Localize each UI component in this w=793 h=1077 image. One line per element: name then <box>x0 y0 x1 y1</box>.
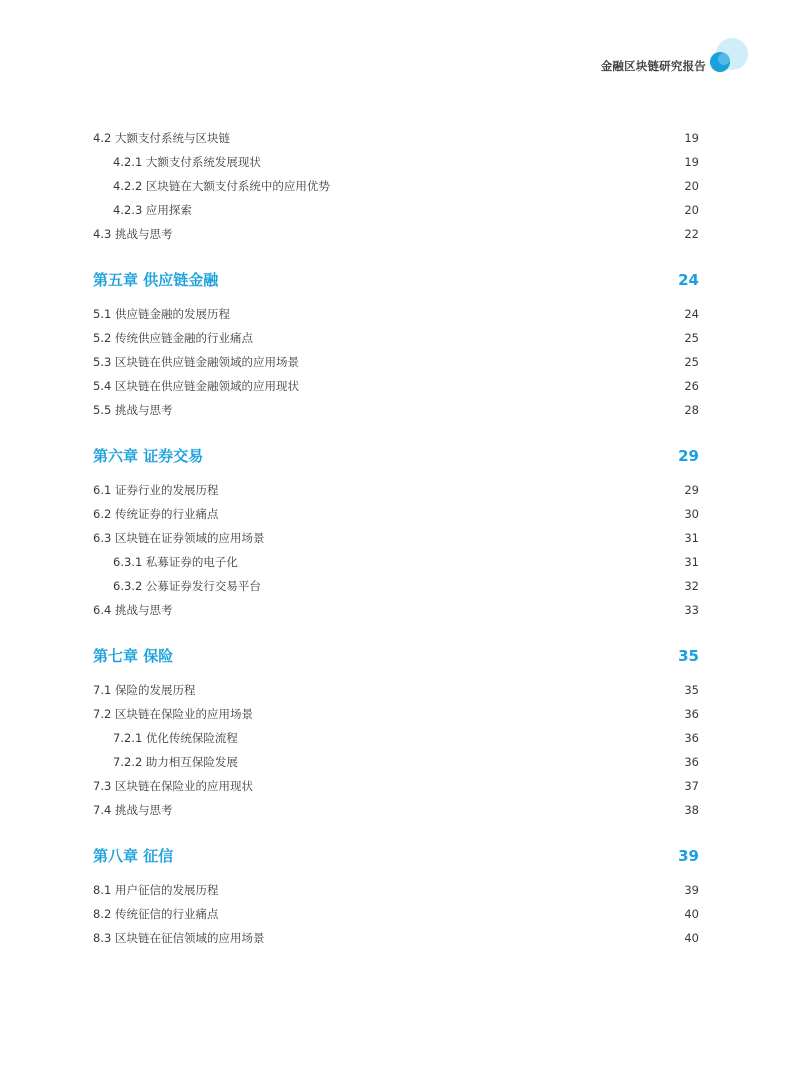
toc-entry[interactable] <box>93 702 699 726</box>
table-of-contents <box>93 126 699 950</box>
toc-entry-label: 5.5 挑战与思考 <box>93 403 173 417</box>
toc-entry-page: 32 <box>684 579 699 593</box>
toc-entry-page: 36 <box>684 731 699 745</box>
toc-entry-label: 6.3.2 公募证券发行交易平台 <box>113 579 261 593</box>
toc-entry[interactable] <box>93 798 699 822</box>
toc-entry-page: 35 <box>684 683 699 697</box>
logo-circles-icon <box>709 37 749 75</box>
toc-entry-page: 36 <box>684 755 699 769</box>
report-title: 金融区块链研究报告 <box>600 59 706 73</box>
toc-entry-page: 26 <box>684 379 699 393</box>
toc-entry[interactable] <box>93 750 699 774</box>
toc-entry-page: 38 <box>684 803 699 817</box>
toc-entry-label: 7.4 挑战与思考 <box>93 803 173 817</box>
toc-entry-label: 6.2 传统证券的行业痛点 <box>93 507 219 521</box>
toc-entry-label: 6.3 区块链在证券领域的应用场景 <box>93 531 265 545</box>
chapter-heading[interactable] <box>93 842 699 870</box>
chapter-title: 第六章 证券交易 <box>93 447 204 465</box>
toc-entry-label: 7.2.1 优化传统保险流程 <box>113 731 238 745</box>
toc-entry[interactable] <box>93 222 699 246</box>
chapter-page: 29 <box>678 447 699 465</box>
toc-entry-label: 7.2.2 助力相互保险发展 <box>113 755 238 769</box>
chapter-title: 第五章 供应链金融 <box>93 271 219 289</box>
toc-entry[interactable] <box>93 174 699 198</box>
toc-entry-page: 19 <box>684 155 699 169</box>
toc-entry-page: 33 <box>684 603 699 617</box>
toc-entry[interactable] <box>93 926 699 950</box>
toc-entry-page: 25 <box>684 331 699 345</box>
toc-entry-page: 36 <box>684 707 699 721</box>
toc-entry[interactable] <box>93 550 699 574</box>
chapter-page: 24 <box>678 271 699 289</box>
toc-entry[interactable] <box>93 374 699 398</box>
toc-entry-page: 19 <box>684 131 699 145</box>
toc-entry[interactable] <box>93 478 699 502</box>
toc-entry-label: 4.3 挑战与思考 <box>93 227 173 241</box>
toc-entry-page: 20 <box>684 203 699 217</box>
chapter-page: 39 <box>678 847 699 865</box>
toc-entry[interactable] <box>93 398 699 422</box>
toc-entry-page: 24 <box>684 307 699 321</box>
toc-entry-page: 20 <box>684 179 699 193</box>
toc-entry-label: 8.1 用户征信的发展历程 <box>93 883 219 897</box>
toc-entry-label: 7.2 区块链在保险业的应用场景 <box>93 707 253 721</box>
toc-entry[interactable] <box>93 126 699 150</box>
toc-entry-page: 40 <box>684 931 699 945</box>
toc-entry-label: 5.3 区块链在供应链金融领域的应用场景 <box>93 355 299 369</box>
toc-entry-label: 5.2 传统供应链金融的行业痛点 <box>93 331 253 345</box>
toc-entry[interactable] <box>93 598 699 622</box>
toc-entry-label: 7.1 保险的发展历程 <box>93 683 196 697</box>
toc-entry-label: 6.4 挑战与思考 <box>93 603 173 617</box>
chapter-title: 第八章 征信 <box>93 847 174 865</box>
toc-entry-label: 4.2.1 大额支付系统发展现状 <box>113 155 261 169</box>
toc-entry-label: 8.2 传统征信的行业痛点 <box>93 907 219 921</box>
toc-entry-page: 25 <box>684 355 699 369</box>
toc-entry-page: 29 <box>684 483 699 497</box>
toc-entry-label: 4.2.3 应用探索 <box>113 203 192 217</box>
toc-entry-page: 22 <box>684 227 699 241</box>
toc-entry-page: 28 <box>684 403 699 417</box>
toc-entry-label: 6.3.1 私募证券的电子化 <box>113 555 238 569</box>
toc-entry-page: 39 <box>684 883 699 897</box>
toc-entry[interactable] <box>93 326 699 350</box>
toc-entry[interactable] <box>93 198 699 222</box>
chapter-page: 35 <box>678 647 699 665</box>
toc-entry[interactable] <box>93 726 699 750</box>
chapter-title: 第七章 保险 <box>93 647 174 665</box>
toc-entry[interactable] <box>93 902 699 926</box>
toc-entry-label: 5.4 区块链在供应链金融领域的应用现状 <box>93 379 299 393</box>
toc-entry[interactable] <box>93 502 699 526</box>
toc-entry-label: 4.2.2 区块链在大额支付系统中的应用优势 <box>113 179 330 193</box>
toc-entry[interactable] <box>93 574 699 598</box>
toc-entry-page: 37 <box>684 779 699 793</box>
toc-entry[interactable] <box>93 774 699 798</box>
toc-entry[interactable] <box>93 302 699 326</box>
toc-entry[interactable] <box>93 526 699 550</box>
toc-entry-label: 5.1 供应链金融的发展历程 <box>93 307 230 321</box>
toc-entry-label: 6.1 证券行业的发展历程 <box>93 483 219 497</box>
toc-entry-label: 8.3 区块链在征信领域的应用场景 <box>93 931 265 945</box>
chapter-heading[interactable] <box>93 442 699 470</box>
toc-entry[interactable] <box>93 678 699 702</box>
toc-entry-label: 7.3 区块链在保险业的应用现状 <box>93 779 253 793</box>
toc-entry-page: 31 <box>684 555 699 569</box>
toc-entry-page: 30 <box>684 507 699 521</box>
toc-entry[interactable] <box>93 350 699 374</box>
toc-entry[interactable] <box>93 878 699 902</box>
chapter-heading[interactable] <box>93 266 699 294</box>
toc-entry-page: 40 <box>684 907 699 921</box>
chapter-heading[interactable] <box>93 642 699 670</box>
toc-entry[interactable] <box>93 150 699 174</box>
toc-entry-page: 31 <box>684 531 699 545</box>
toc-entry-label: 4.2 大额支付系统与区块链 <box>93 131 230 145</box>
